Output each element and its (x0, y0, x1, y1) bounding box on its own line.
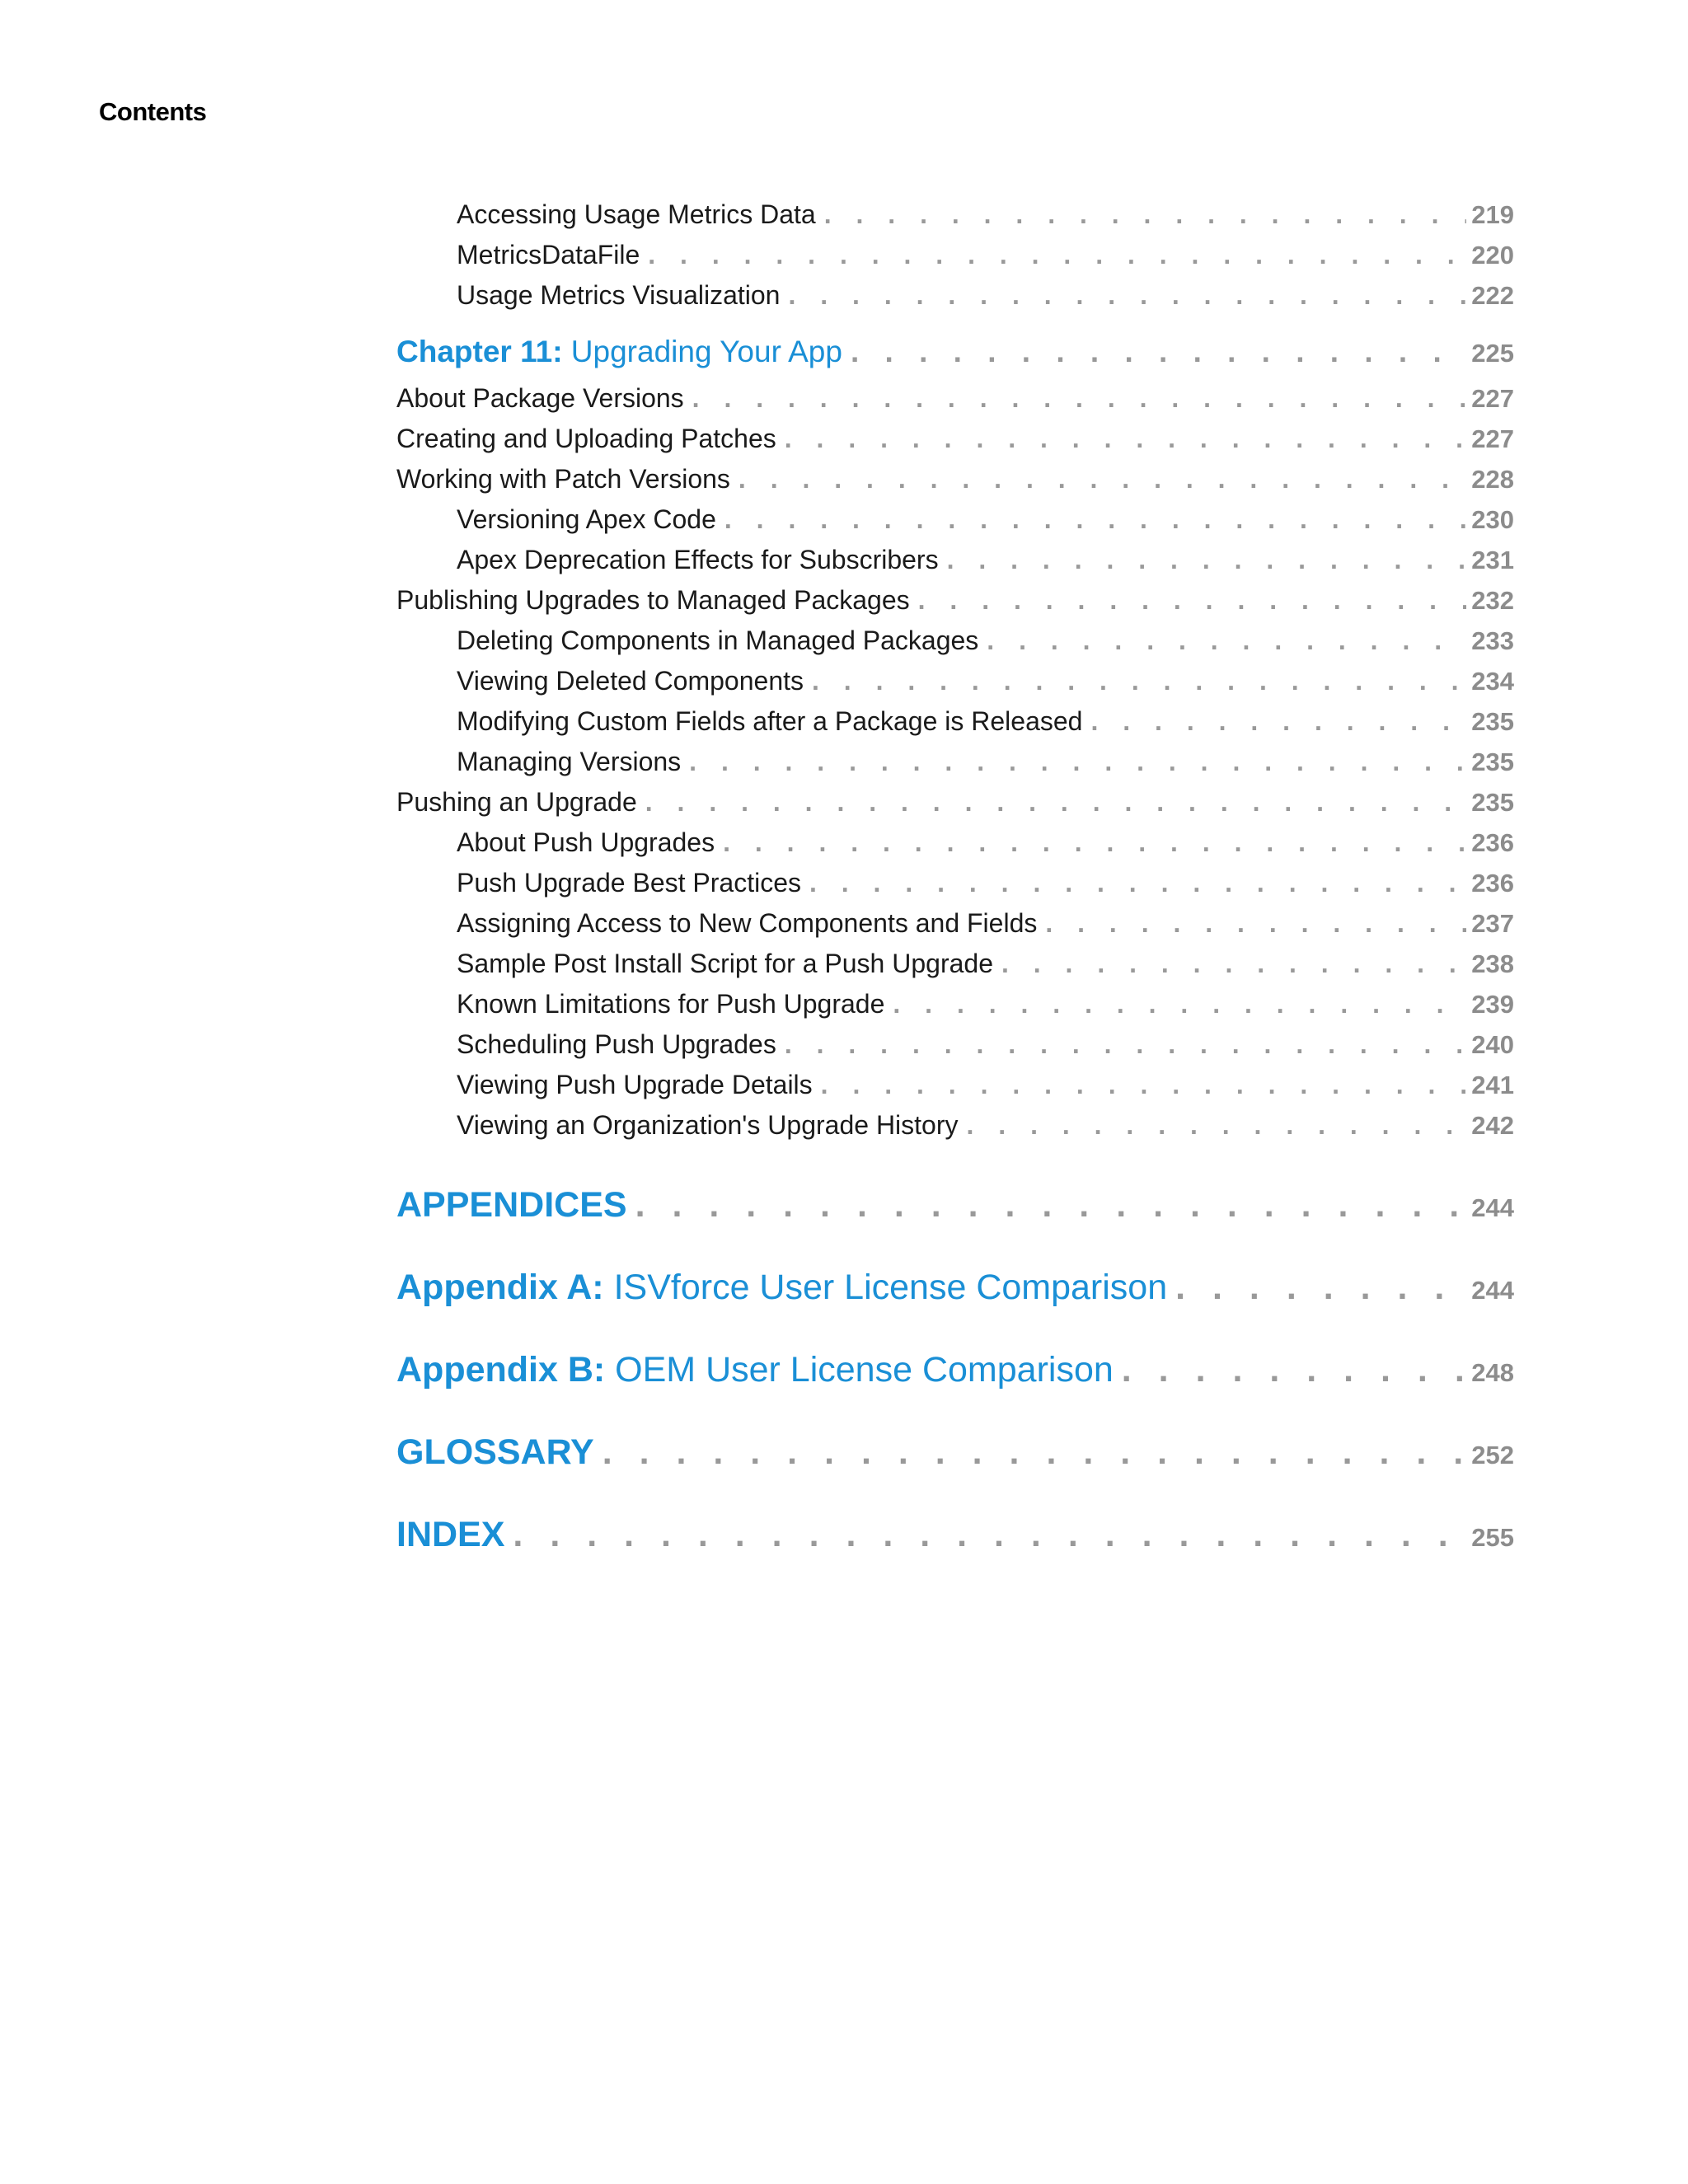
dot-leader (788, 275, 1466, 316)
toc-page-number: 244 (1471, 1193, 1514, 1222)
dot-leader (918, 580, 1467, 621)
toc-entry[interactable] (396, 499, 1514, 540)
dot-leader (967, 1105, 1467, 1146)
toc-page-number: 241 (1471, 1071, 1514, 1099)
toc-entry-title: About Package Versions (396, 383, 684, 413)
toc-entry-title: Known Limitations for Push Upgrade (457, 989, 885, 1019)
toc-chapter-heading[interactable] (396, 327, 1514, 377)
major-section-label: APPENDICES (396, 1185, 627, 1225)
toc-page-number: 235 (1471, 788, 1514, 817)
toc-page-number: 225 (1471, 339, 1514, 368)
toc-major-section[interactable] (396, 1493, 1514, 1576)
toc-entry[interactable] (396, 621, 1514, 661)
toc-entry-title: Scheduling Push Upgrades (457, 1029, 776, 1059)
toc-entry-title: MetricsDataFile (457, 240, 640, 269)
toc-major-section[interactable] (396, 1246, 1514, 1329)
dot-leader (809, 863, 1466, 903)
major-section-label: GLOSSARY (396, 1432, 594, 1472)
dot-leader (603, 1411, 1467, 1493)
toc-entry[interactable] (396, 459, 1514, 499)
toc-entry-title: Modifying Custom Fields after a Package is Released (457, 706, 1083, 736)
toc-page-number: 237 (1471, 909, 1514, 938)
dot-leader (692, 378, 1467, 419)
toc-page-number: 220 (1471, 241, 1514, 269)
toc-major-title (396, 1411, 603, 1493)
toc-page-number: 252 (1471, 1441, 1514, 1469)
major-section-name: ISVforce User License Comparison (613, 1268, 1168, 1307)
toc-page-number: 227 (1471, 384, 1514, 413)
toc-entry-title: Push Upgrade Best Practices (457, 868, 801, 898)
toc-page-number: 235 (1471, 748, 1514, 776)
dot-leader (723, 823, 1466, 863)
toc-entry[interactable] (396, 661, 1514, 701)
dot-leader (851, 327, 1466, 377)
major-section-label: Appendix A: (396, 1268, 604, 1307)
toc-page-number: 244 (1471, 1276, 1514, 1305)
dot-leader (738, 459, 1466, 499)
toc-entry[interactable] (396, 944, 1514, 984)
toc-entry-title: Apex Deprecation Effects for Subscribers (457, 545, 939, 574)
major-section-label: Appendix B: (396, 1350, 606, 1390)
toc-entry-title: Managing Versions (457, 747, 682, 776)
toc-entry[interactable] (396, 540, 1514, 580)
toc-entry[interactable] (396, 984, 1514, 1024)
dot-leader (648, 235, 1466, 275)
toc-entry-title: Accessing Usage Metrics Data (457, 199, 816, 229)
toc-entry-title: Pushing an Upgrade (396, 787, 637, 817)
toc-page-number: 238 (1471, 949, 1514, 978)
toc-page-number: 232 (1471, 586, 1514, 615)
toc-entry-title: About Push Upgrades (457, 827, 715, 857)
toc-entry[interactable] (396, 701, 1514, 742)
toc-entry-title: Sample Post Install Script for a Push Upgrade (457, 949, 993, 978)
toc-entry[interactable] (396, 1024, 1514, 1065)
toc-entry-title: Working with Patch Versions (396, 464, 730, 494)
dot-leader (785, 419, 1467, 459)
major-section-name: OEM User License Comparison (615, 1350, 1114, 1390)
toc-entry[interactable] (396, 194, 1514, 235)
chapter-name: Upgrading Your App (570, 335, 842, 368)
toc-major-title (396, 1329, 1122, 1411)
dot-leader (812, 661, 1466, 701)
toc-page-number: 230 (1471, 505, 1514, 534)
dot-leader (821, 1065, 1467, 1105)
toc-major-section[interactable] (396, 1164, 1514, 1246)
toc-entry-title: Deleting Components in Managed Packages (457, 626, 979, 655)
toc-major-section[interactable] (396, 1329, 1514, 1411)
toc-entry-title: Viewing Deleted Components (457, 666, 804, 696)
toc-page-number: 228 (1471, 465, 1514, 494)
toc-entry-title: Publishing Upgrades to Managed Packages (396, 585, 910, 615)
toc-entry[interactable] (396, 378, 1514, 419)
dot-leader (1175, 1246, 1466, 1329)
toc-entry[interactable] (396, 419, 1514, 459)
dot-leader (1001, 944, 1466, 984)
dot-leader (987, 621, 1466, 661)
toc-entry[interactable] (396, 275, 1514, 316)
toc-major-title (396, 1246, 1175, 1329)
toc-entry[interactable] (396, 903, 1514, 944)
dot-leader (947, 540, 1467, 580)
toc-entry-title: Viewing Push Upgrade Details (457, 1070, 813, 1099)
running-header: Contents (99, 97, 207, 126)
toc-page-number: 222 (1471, 281, 1514, 310)
dot-leader (1090, 701, 1466, 742)
table-of-contents (396, 194, 1514, 1576)
toc-page-number: 219 (1471, 200, 1514, 229)
toc-page-number: 239 (1471, 990, 1514, 1019)
toc-page-number: 242 (1471, 1111, 1514, 1140)
toc-entry[interactable] (396, 782, 1514, 823)
toc-page-number: 240 (1471, 1030, 1514, 1059)
toc-entry-title: Versioning Apex Code (457, 504, 716, 534)
toc-entry[interactable] (396, 1105, 1514, 1146)
dot-leader (785, 1024, 1466, 1065)
toc-page-number: 236 (1471, 828, 1514, 857)
toc-entry[interactable] (396, 1065, 1514, 1105)
toc-major-title (396, 1493, 513, 1576)
toc-page-number: 231 (1471, 546, 1514, 574)
dot-leader (824, 194, 1467, 235)
toc-major-section[interactable] (396, 1411, 1514, 1493)
major-section-label: INDEX (396, 1515, 505, 1554)
toc-entry[interactable] (396, 742, 1514, 782)
toc-entry[interactable] (396, 580, 1514, 621)
toc-entry[interactable] (396, 823, 1514, 863)
dot-leader (689, 742, 1466, 782)
dot-leader (635, 1164, 1467, 1246)
toc-major-title (396, 1164, 635, 1246)
toc-page-number: 236 (1471, 869, 1514, 898)
dot-leader (1045, 903, 1466, 944)
toc-page-number: 233 (1471, 626, 1514, 655)
dot-leader (513, 1493, 1466, 1576)
toc-entry-title: Assigning Access to New Components and Fields (457, 908, 1038, 938)
toc-entry[interactable] (396, 863, 1514, 903)
toc-page-number: 248 (1471, 1358, 1514, 1387)
major-section-list (396, 1164, 1514, 1576)
toc-entry-title: Viewing an Organization's Upgrade History (457, 1110, 959, 1140)
toc-page-number: 255 (1471, 1523, 1514, 1552)
toc-entry-title: Creating and Uploading Patches (396, 424, 776, 453)
toc-entry[interactable] (396, 235, 1514, 275)
toc-entry-title: Usage Metrics Visualization (457, 280, 781, 310)
chapter-label: Chapter 11: (396, 335, 563, 368)
dot-leader (724, 499, 1466, 540)
dot-leader (645, 782, 1467, 823)
toc-page-number: 227 (1471, 424, 1514, 453)
toc-page-number: 235 (1471, 707, 1514, 736)
dot-leader (1122, 1329, 1466, 1411)
dot-leader (893, 984, 1466, 1024)
chapter-entry-list (396, 378, 1514, 1146)
toc-page-number: 234 (1471, 667, 1514, 696)
toc-chapter-title (396, 327, 851, 377)
